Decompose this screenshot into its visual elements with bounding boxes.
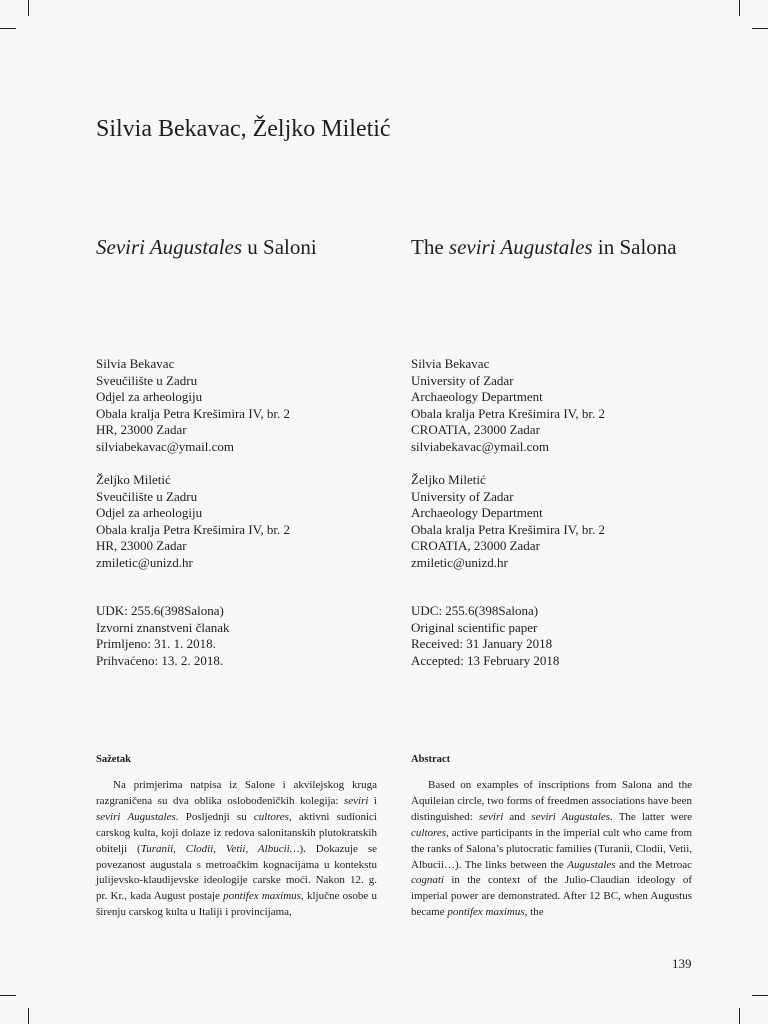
title-english: [411, 235, 677, 260]
abstract-text-run: , ključne osobe u širenju carskog kulta u Italiji i provincijama,: [96, 890, 377, 919]
crop-mark: [739, 1008, 740, 1024]
received-date: Received: 31 January 2018: [411, 636, 553, 651]
title-croatian: [96, 235, 317, 260]
abstract-text-run: . Posljednji su: [175, 810, 254, 823]
abstract-text-run: i: [368, 794, 377, 807]
abstract-croatian: [96, 778, 377, 921]
abstract-english: [411, 778, 692, 921]
affiliation-english-2: [411, 472, 701, 571]
abstract-italic-run: Augustales: [567, 858, 616, 871]
accepted-date: Accepted: 13 February 2018: [411, 652, 560, 668]
page-number: 139: [672, 956, 692, 971]
department: Archaeology Department: [411, 505, 543, 520]
crop-mark: [752, 995, 768, 996]
abstract-text-run: , aktivni sudionici carskog kulta, koji dolaze iz redova salonitanskih plutokratskih obitelji (: [96, 810, 377, 855]
paper-type: Original scientific paper: [411, 619, 538, 635]
street-address: Obala kralja Petra Krešimira IV, br. 2: [96, 521, 290, 537]
article-authors: Silvia Bekavac, Željko Miletić: [96, 116, 391, 142]
email: silviabekavac@ymail.com: [96, 438, 234, 454]
crop-mark: [752, 28, 768, 29]
institution: Sveučilište u Zadru: [96, 372, 198, 388]
abstract-text-run: . The latter were: [610, 810, 693, 823]
city: CROATIA, 23000 Zadar: [411, 422, 540, 437]
abstract-text-run: in the context of the Julio-Claudian ideology of imperial power are demonstrated. After 12 BC, when Augustus became: [411, 874, 692, 919]
city: HR, 23000 Zadar: [96, 538, 187, 553]
article-meta-croatian: [96, 603, 376, 669]
paper-type: Izvorni znanstveni članak: [96, 619, 230, 635]
city: CROATIA, 23000 Zadar: [411, 538, 540, 553]
abstract-text-run: and: [503, 810, 532, 823]
author-name: Željko Miletić: [411, 472, 486, 487]
email: silviabekavac@ymail.com: [411, 438, 549, 454]
article-meta-english: [411, 603, 701, 669]
received-date: Primljeno: 31. 1. 2018.: [96, 636, 216, 651]
street-address: Obala kralja Petra Krešimira IV, br. 2: [411, 521, 605, 537]
affiliation-english-1: [411, 356, 701, 455]
udc-code: UDC: 255.6(398Salona): [411, 603, 539, 618]
crop-mark: [0, 995, 16, 996]
crop-mark: [739, 0, 740, 16]
title-croatian-rest: u Saloni: [242, 235, 317, 259]
abstract-text-run: , active participants in the imperial cult who came from the ranks of Salona’s plutocratic families (Turanii, Clodii, Vetii, Albucii…). The links between the: [411, 826, 692, 871]
street-address: Obala kralja Petra Krešimira IV, br. 2: [411, 405, 605, 421]
abstract-text-run: and the Metroac: [615, 858, 692, 871]
title-english-pre: The: [411, 235, 449, 259]
institution: Sveučilište u Zadru: [96, 488, 198, 504]
crop-mark: [0, 28, 16, 29]
abstract-italic-run: Turanii, Clodii, Vetii, Albucii…: [140, 842, 300, 855]
crop-mark: [28, 1008, 29, 1024]
email: zmiletic@unizd.hr: [96, 554, 193, 570]
abstract-italic-run: cognati: [411, 874, 444, 887]
abstract-text-run: Na primjerima natpisa iz Salone i akvilejskog kruga razgraničena su dva oblika oslobođeničkih kolegija:: [96, 779, 377, 807]
abstract-italic-run: seviri: [343, 794, 369, 807]
department: Odjel za arheologiju: [96, 505, 203, 520]
abstract-text-run: ). Dokazuje se povezanost augustala s metroačkim kognacijama u kontekstu julijevsko-klaudijevske ideologije carske moći. Nakon 12. g. pr. Kr., kada August postaje: [96, 842, 377, 903]
abstract-heading-croatian: Sažetak: [96, 754, 131, 765]
abstract-italic-run: pontifex maximus: [447, 906, 525, 919]
title-croatian-italic: Seviri Augustales: [96, 235, 243, 259]
abstract-text-run: , the: [524, 906, 544, 919]
department: Archaeology Department: [411, 389, 543, 404]
institution: University of Zadar: [411, 488, 514, 504]
institution: University of Zadar: [411, 372, 514, 388]
title-english-rest: in Salona: [592, 235, 677, 259]
udc-code: UDK: 255.6(398Salona): [96, 603, 224, 618]
abstract-italic-run: seviri Augustales: [531, 810, 611, 823]
abstract-italic-run: cultores: [253, 810, 289, 823]
abstract-italic-run: pontifex maximus: [223, 890, 301, 903]
department: Odjel za arheologiju: [96, 389, 203, 404]
abstract-heading-english: Abstract: [411, 754, 451, 765]
crop-mark: [28, 0, 29, 16]
author-name: Željko Miletić: [96, 472, 171, 487]
street-address: Obala kralja Petra Krešimira IV, br. 2: [96, 405, 290, 421]
accepted-date: Prihvaćeno: 13. 2. 2018.: [96, 652, 224, 668]
title-english-italic: seviri Augustales: [448, 235, 593, 259]
abstract-italic-run: cultores: [411, 826, 447, 839]
city: HR, 23000 Zadar: [96, 422, 187, 437]
author-name: Silvia Bekavac: [411, 356, 490, 371]
affiliation-croatian-2: [96, 472, 376, 571]
abstract-italic-run: seviri: [478, 810, 504, 823]
email: zmiletic@unizd.hr: [411, 554, 508, 570]
abstract-italic-run: seviri Augustales: [96, 810, 176, 823]
abstract-text-run: Based on examples of inscriptions from Salona and the Aquileian circle, two forms of freedmen associations have been distinguished:: [411, 779, 692, 823]
author-name: Silvia Bekavac: [96, 356, 175, 371]
affiliation-croatian-1: [96, 356, 376, 455]
